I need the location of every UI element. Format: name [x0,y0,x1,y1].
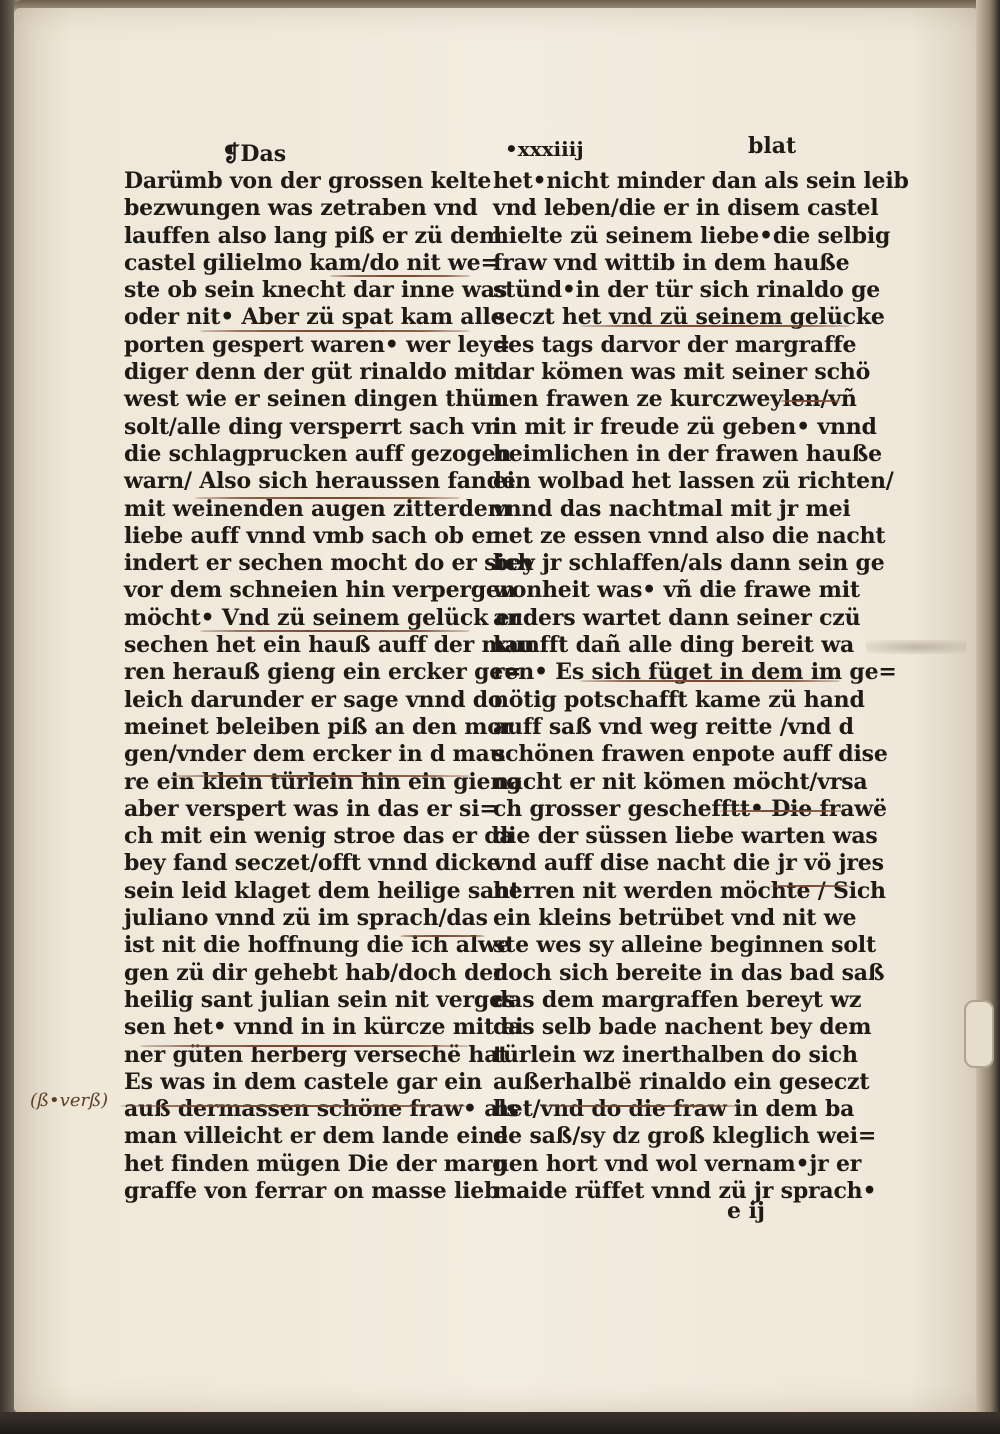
text-line: net ze essen vnnd also die nacht [493,522,886,549]
text-line: ein wolbad het lassen zü richten/ [493,468,894,495]
text-line: liebe auff vnnd vmb sach ob er [124,522,497,549]
handwritten-underline [720,810,845,812]
handwritten-underline [780,400,840,402]
text-line: das dem margraffen bereyt wz [493,986,862,1013]
page-tab-marker [964,1000,994,1068]
text-line: maide rüffet vnnd zü jr sprach• [493,1177,877,1204]
text-line: doch sich bereite in das bad saß [493,959,885,986]
text-line: vnnd das nachtmal mit jr mei [493,495,851,522]
text-line: juliano vnnd zü im sprach/das [124,905,488,932]
text-line: indert er sechen mocht do er sich [124,550,534,577]
text-line: fraw vnd wittib in dem hauße [493,249,850,276]
text-line: in mit ir freude zü geben• vnnd [493,413,877,440]
handwritten-underline [120,1105,470,1107]
text-line: schönen frawen enpote auff dise [493,741,888,768]
text-line: het•nicht minder dan als sein leib [493,168,909,194]
text-line: castel gilielmo kam/do nit we= [124,249,499,276]
text-line: sen het• vnnd in in kürcze mit ei [124,1014,524,1041]
text-line: ste wes sy alleine beginnen solt [493,932,876,959]
right-page-edge [976,0,1000,1434]
text-line: bey fand seczet/offt vnnd dicke [124,850,501,877]
folio-number: •xxxiiij [505,137,584,161]
text-line: ch mit ein wenig stroe das er da [124,823,514,850]
text-line: Es was in dem castele gar ein [124,1068,483,1095]
text-line: vnd leben/die er in disem castel [493,195,879,222]
text-line: ist nit die hoffnung die ich alwe [124,932,511,959]
text-line: hielte zü seinem liebe•die selbig [493,222,891,249]
text-line: graffe von ferrar on masse lieb [124,1177,500,1204]
text-line: die der süssen liebe warten was [493,823,878,850]
ink-smudge [866,640,966,654]
left-text-column [124,168,535,1205]
text-line: gen zü dir gehebt hab/doch der [124,959,505,986]
text-line: anders wartet dann seiner czü [493,604,861,631]
text-line: nen hort vnd wol vernam•jr er [493,1150,862,1177]
text-line: herren nit werden möchte / Sich [493,877,886,904]
text-line: ner güten herberg versechë hat [124,1041,509,1068]
text-line: des tags darvor der margraffe [493,331,857,358]
text-line: man villeicht er dem lande eine [124,1123,508,1150]
text-line: west wie er seinen dingen thün [124,386,503,413]
handwritten-underline [195,497,460,499]
text-line: möcht• Vnd zü seinem gelück er [124,604,521,631]
text-line: gen/vnder dem ercker in d mau [124,741,506,768]
text-line: auff saß vnd weg reitte /vnd d [493,713,854,740]
text-line: dar kömen was mit seiner schö [493,359,871,386]
quire-signature: e ij [727,1198,765,1224]
text-line: ein kleins betrübet vnd nit we [493,905,857,932]
text-line: sechen het ein hauß auff der mau [124,632,535,659]
handwritten-underline [770,885,850,887]
handwritten-underline [200,630,470,632]
text-line: re ein klein türlein hin ein gieng [124,768,522,795]
text-line: vor dem schneien hin verpergen [124,577,516,604]
text-line: vnd auff dise nacht die jr vö jres [493,850,884,877]
folio-label: blat [748,133,797,159]
text-line: het/vnd do die fraw in dem ba [493,1096,855,1123]
text-line: stünd•in der tür sich rinaldo ge [493,277,881,304]
text-line: türlein wz inerthalben do sich [493,1041,858,1068]
text-line: die schlagprucken auff gezogen [124,440,512,467]
text-line: ste ob sein knecht dar inne was [124,277,508,304]
text-line: leich darunder er sage vnnd do [124,686,503,713]
text-line: kunfft dañ alle ding bereit wa [493,632,855,659]
handwritten-underline [580,680,840,682]
text-line: wonheit was• vñ die frawe mit [493,577,860,604]
text-line: nen frawen ze kurczweylen/vñ [493,386,857,413]
text-line: diger denn der güt rinaldo mit [124,359,496,386]
text-line: aber verspert was in das er si= [124,795,498,822]
text-line: ren herauß gieng ein ercker ge= [124,659,522,686]
running-header-left: ❡Das [222,141,287,167]
text-line: heilig sant julian sein nit verges [124,986,516,1013]
text-line: het finden mügen Die der marg [124,1150,508,1177]
handwritten-underline [540,1105,740,1107]
handwritten-underline [200,330,470,332]
text-line: ren• Es sich füget in dem im ge= [493,659,897,686]
handwritten-underline [170,775,470,777]
text-line: auß dermassen schöne fraw• als [124,1096,519,1123]
right-text-column [493,168,909,1205]
handwritten-underline [330,275,470,277]
handwritten-margin-note: (ß•verß) [30,1090,109,1111]
text-line: mit weinenden augen zitterdem [124,495,511,522]
handwritten-underline [580,325,850,327]
text-line: bey jr schlaffen/als dann sein ge [493,550,885,577]
text-line: solt/alle ding versperrt sach vn [124,413,501,440]
bottom-shadow [0,1412,1000,1434]
text-line: meinet beleiben piß an den mor [124,713,514,740]
text-line: außerhalbë rinaldo ein geseczt [493,1068,870,1095]
handwritten-underline [140,1045,470,1047]
handwritten-underline [400,935,485,937]
text-line: das selb bade nachent bey dem [493,1014,872,1041]
text-line: bezwungen was zetraben vnd [124,195,478,222]
text-line: lauffen also lang piß er zü dem [124,222,503,249]
text-line: porten gespert waren• wer ley= [124,331,511,358]
text-line: seczt het vnd zü seinem gelücke [493,304,885,331]
text-line: sein leid klaget dem heilige sant [124,877,520,904]
text-line: oder nit• Aber zü spat kam alle [124,304,505,331]
text-line: de saß/sy dz groß kleglich wei= [493,1123,877,1150]
text-line: nötig potschafft kame zü hand [493,686,865,713]
text-line: warn/ Also sich heraussen fande [124,468,516,495]
text-line: nacht er nit kömen möcht/vrsa [493,768,868,795]
text-line: ch grosser geschefftt• Die frawë [493,795,887,822]
text-line: Darümb von der grossen kelte [124,168,492,194]
text-line: heimlichen in der frawen hauße [493,440,882,467]
